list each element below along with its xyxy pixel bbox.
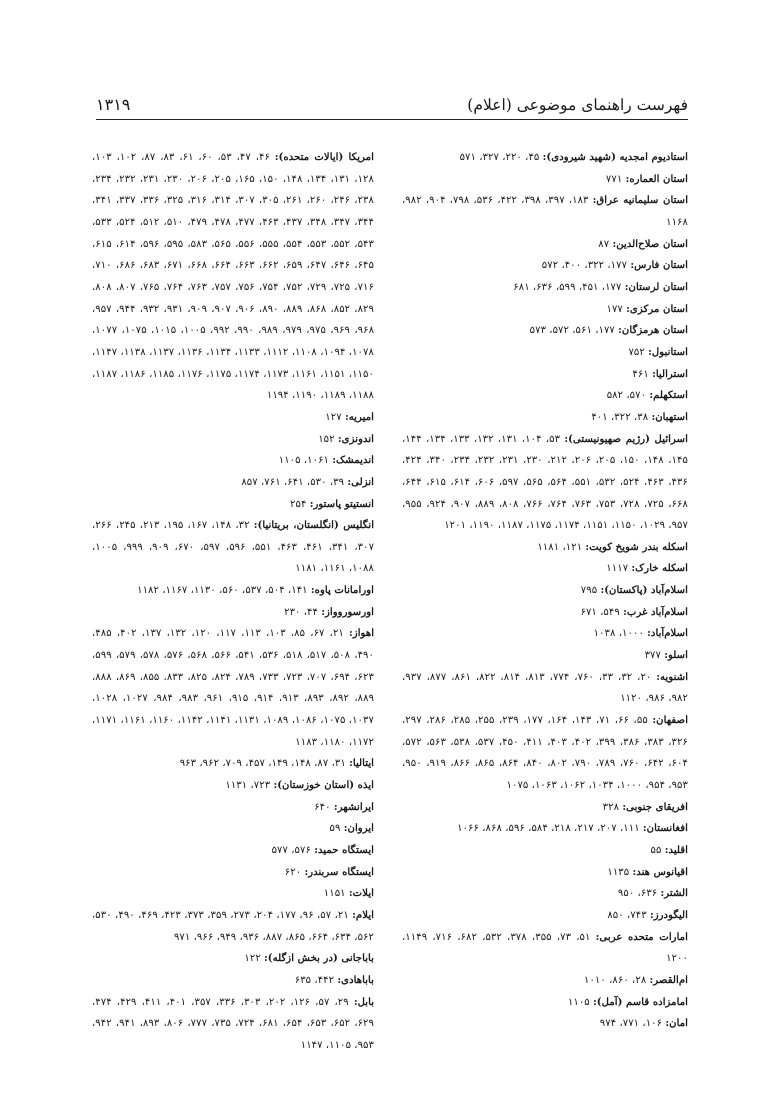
index-term: انستیتو پاستور: — [309, 497, 374, 510]
index-term: اسلو: — [664, 649, 688, 662]
index-term: ایرانشهر: — [333, 800, 374, 813]
index-page-refs: ۵۹ — [329, 823, 344, 835]
index-entry — [92, 905, 374, 948]
index-term: اسرائیل (رژیم صهیونیستی): — [564, 432, 688, 445]
index-term: امریکا (ایالات متحده): — [274, 151, 374, 163]
index-page-refs: ۱۷۷، ۳۲۲، ۴۰۰، ۵۷۲ — [541, 260, 631, 272]
index-term: استان صلاح‌الدین: — [612, 237, 688, 250]
index-term: اسکله خارک: — [631, 562, 688, 575]
index-page-refs: ۲۰، ۳۲، ۳۳، ۷۶۰، ۷۷۴، ۸۱۳، ۸۱۴، ۸۲۲، ۸۶۱، ۸۷۷، ۹۳۷، ۹۸۲، ۹۸۶، ۱۱۲۰ — [402, 671, 688, 705]
index-page-refs: ۷۲۳، ۱۱۳۱ — [225, 780, 274, 792]
running-title: فهرست راهنمای موضوعی (اعلام) — [467, 96, 688, 114]
index-entry — [402, 364, 688, 386]
index-term: بابل: — [353, 995, 375, 1008]
index-term: انگلیس (انگلستان، بریتانیا): — [253, 519, 375, 532]
index-page-refs: ۷۵۲ — [628, 346, 649, 358]
index-page-refs: ۳۹، ۵۳۰، ۶۴۱، ۷۶۱، ۸۵۷ — [241, 476, 348, 488]
index-page-refs: ۲۸، ۸۶۰، ۱۰۱۰ — [583, 974, 650, 986]
index-entry — [402, 992, 688, 1014]
index-entry — [402, 277, 688, 299]
index-term: ایروان: — [343, 822, 374, 835]
index-page-refs: ۱۱۵۱ — [323, 888, 349, 900]
index-entry — [402, 602, 688, 624]
index-page-refs: ۲۹، ۵۷، ۱۲۶، ۲۰۲، ۳۰۳، ۳۳۶، ۳۵۷، ۴۰۱، ۴۱۱، ۴۲۹، ۴۷۴، ۶۲۹، ۶۵۲، ۶۵۳، ۶۵۴، ۶۸۱، ۷۲۴، ۷۳۵، ۷۷۷، ۸۰۶، ۸۹۳، ۹۴۱، ۹۴۲، ۹۵۳، ۱۱۰۵، ۱۱۴۷ — [92, 996, 374, 1051]
index-term: استرالیا: — [652, 367, 688, 380]
index-entry — [92, 883, 374, 905]
page-header — [96, 86, 688, 114]
index-entry — [402, 147, 688, 169]
index-term: اورسوروواز: — [321, 605, 374, 618]
index-entry — [402, 580, 688, 602]
index-entry — [402, 234, 688, 256]
index-page-refs: ۳۲۸ — [602, 801, 623, 813]
index-page-refs: ۱۲۱، ۱۱۸۱ — [537, 541, 586, 553]
index-term: انزلی: — [347, 475, 374, 488]
index-term: ایذه (استان خوزستان): — [273, 779, 374, 792]
index-page-refs: ۱۷۷ — [606, 303, 627, 315]
index-page-refs: ۱۸۳، ۳۹۷، ۳۹۸، ۴۲۲، ۵۳۶، ۷۹۸، ۹۰۴، ۹۸۲، ۱۱۶۸ — [402, 195, 688, 228]
index-page-refs: ۱۵۲ — [318, 433, 338, 445]
index-entry — [92, 450, 374, 472]
index-term: باباهادی: — [337, 973, 374, 986]
index-page-refs: ۶۲۰ — [284, 866, 305, 878]
index-term: اهواز: — [349, 627, 375, 640]
index-page-refs: ۸۷ — [598, 238, 613, 250]
index-page-refs: ۲۱، ۵۷، ۹۶، ۱۷۷، ۲۰۴، ۲۷۳، ۳۵۹، ۳۷۳، ۴۲۳، ۴۶۹، ۴۹۰، ۵۳۰، ۵۶۲، ۶۳۴، ۶۶۴، ۸۶۵، ۸۸۷، ۹۳۶، ۹۴۹، ۹۶۶، ۹۷۱ — [92, 909, 374, 943]
index-entry — [402, 645, 688, 667]
index-entry — [92, 472, 374, 494]
index-page-refs: ۱۷۷، ۴۵۱، ۵۹۹، ۶۳۶، ۶۸۱ — [513, 281, 625, 293]
index-page-refs: ۱۱۱۷ — [606, 563, 632, 575]
index-entry — [92, 862, 374, 884]
index-term: اقیانوس هند: — [632, 865, 688, 878]
index-entry — [402, 385, 688, 407]
index-term: اسلام‌آباد (پاکستان): — [600, 584, 688, 597]
index-page-refs: ۲۵۴ — [290, 498, 310, 510]
index-page-refs: ۳۲، ۱۴۸، ۱۶۷، ۱۹۵، ۲۱۳، ۲۴۵، ۲۶۶، ۳۰۷، ۳۴۱، ۴۶۱، ۴۶۳، ۵۵۱، ۵۹۶، ۵۹۷، ۶۷۰، ۹۰۹، ۹۹۹، ۱۰۰۵، ۱۰۸۸، ۱۱۶۱، ۱۱۸۱ — [92, 520, 375, 575]
index-term: اسکله بندر شویخ کویت: — [585, 540, 688, 553]
index-entry — [402, 667, 688, 710]
index-page-refs: ۵۵، ۶۶، ۷۱، ۱۴۳، ۱۶۴، ۱۷۷، ۲۳۹، ۲۵۵، ۲۸۵، ۲۸۶، ۲۹۷، ۳۲۶، ۳۸۳، ۳۸۶، ۳۹۹، ۴۰۲، ۴۰۳، ۴۱۱، ۴۵۰، ۵۳۷، ۵۳۸، ۵۶۳، ۵۷۲، ۶۰۴، ۶۴۲، ۷۶۰، ۷۸۹، ۷۹۰، ۸۰۲، ۸۴۰، ۸۶۴، ۸۶۵، ۸۶۶، ۹۱۹، ۹۵۰، ۹۵۳، ۹۵۴، ۱۰۰۰، ۱۰۳۴، ۱۰۶۲، ۱۰۶۳، ۱۰۷۵ — [402, 715, 688, 792]
index-entry — [402, 623, 688, 645]
index-term: استان العماره: — [625, 172, 688, 185]
index-entry — [92, 948, 374, 970]
index-page-refs: ۴۵، ۲۲۰، ۳۲۷، ۵۷۱ — [459, 152, 543, 163]
index-page-refs: ۶۳۶، ۹۵۰ — [617, 888, 661, 900]
index-page-refs: ۷۷۱ — [605, 173, 626, 185]
header-rule — [96, 119, 688, 120]
index-entry — [402, 710, 688, 797]
index-term: افغانستان: — [642, 822, 688, 835]
index-entry — [402, 255, 688, 277]
index-page-refs: ۵۱، ۷۳، ۳۵۵، ۳۷۸، ۵۳۲، ۶۸۲، ۷۱۶، ۱۱۴۹، ۱۲۰۰ — [402, 931, 688, 965]
index-entry — [92, 407, 374, 429]
index-term: ام‌القصر: — [649, 973, 688, 986]
index-term: ایلات: — [348, 887, 374, 900]
index-page-refs: ۱۲۲ — [244, 953, 265, 965]
index-term: باباجانی (در بخش ازگله): — [264, 952, 374, 965]
index-page-refs: ۴۴۲، ۶۳۵ — [294, 974, 338, 986]
index-term: امیریه: — [344, 410, 374, 423]
index-entry — [402, 840, 688, 862]
index-entry — [402, 342, 688, 364]
index-term: الیگودرز: — [649, 908, 688, 921]
index-term: افریقای جنوبی: — [622, 800, 688, 813]
index-entry — [402, 927, 688, 970]
index-entry — [92, 429, 374, 451]
index-page-refs: ۱۰۶۱، ۱۱۰۵ — [278, 455, 333, 467]
index-entry — [92, 147, 374, 407]
index-entry — [402, 320, 688, 342]
index-page-refs: ۶۴۰ — [314, 801, 334, 813]
index-entry — [92, 580, 374, 602]
index-entry — [402, 299, 688, 321]
index-term: استانبول: — [648, 345, 688, 358]
index-page-refs: ۱۱۰۵ — [567, 996, 594, 1008]
index-term: اندونزی: — [337, 432, 374, 445]
index-entry — [402, 190, 688, 233]
index-page-refs: ۵۷۰، ۵۸۲ — [606, 390, 650, 402]
index-term: استادیوم امجدیه (شهید شیرودی): — [542, 151, 688, 163]
index-term: ایستگاه حمید: — [314, 844, 374, 856]
index-page-refs: ۱۱۳۵ — [607, 866, 633, 878]
index-term: اصفهان: — [652, 714, 689, 727]
index-term: ایلام: — [352, 908, 374, 921]
index-entry — [402, 169, 688, 191]
index-entry — [402, 883, 688, 905]
index-term: امان: — [665, 1017, 688, 1030]
index-term: استکهلم: — [649, 389, 688, 402]
index-entry — [92, 602, 374, 624]
index-entry — [402, 797, 688, 819]
index-page-refs: ۱۴۱، ۵۰۴، ۵۳۷، ۵۶۰، ۱۱۳۰، ۱۱۶۷، ۱۱۸۲ — [137, 585, 311, 597]
index-term: الشتر: — [660, 887, 688, 900]
index-entry — [402, 818, 688, 840]
index-term: اندیمشک: — [332, 454, 374, 467]
index-page-refs: ۳۷۷ — [644, 650, 665, 662]
index-entry — [92, 494, 374, 516]
index-entry — [92, 753, 374, 775]
index-term: ایستگاه سربندر: — [304, 865, 374, 878]
index-term: استان سلیمانیه عراق: — [592, 194, 689, 207]
index-term: استان فارس: — [630, 259, 688, 272]
index-page-refs: ۵۳، ۱۰۴، ۱۳۱، ۱۳۲، ۱۳۳، ۱۳۴، ۱۴۴، ۱۴۵، ۱۴۸، ۱۵۰، ۲۰۵، ۲۰۶، ۲۱۲، ۲۳۰، ۲۳۱، ۲۳۲، ۲۳۴، ۳۴۰، ۴۲۴، ۴۳۶، ۴۶۳، ۵۲۴، ۵۳۲، ۵۵۱، ۵۶۴، ۵۶۵، ۵۹۷، ۶۰۶، ۶۱۴، ۶۱۵، ۶۴۴، ۶۶۸، ۷۲۵، ۷۲۸، ۷۵۳، ۷۶۳، ۷۶۴، ۷۶۶، ۸۰۸، ۸۸۹، ۹۰۷، ۹۲۴، ۹۵۵، ۹۵۷، ۱۰۲۹، ۱۱۵۰، ۱۱۵۱، ۱۱۷۴، ۱۱۷۵، ۱۱۸۷، ۱۱۹۰، ۱۲۰۱ — [402, 433, 688, 532]
index-term: اورامانات پاوه: — [310, 584, 374, 597]
index-page-refs: ۷۴۳، ۸۵۰ — [607, 909, 650, 921]
index-entry — [402, 558, 688, 580]
index-page-refs: ۳۱، ۸۷، ۱۴۸، ۱۴۹، ۴۵۷، ۷۰۹، ۹۶۲، ۹۶۳ — [179, 758, 350, 770]
index-page-refs: ۱۱۱، ۲۰۷، ۲۱۷، ۲۱۸، ۵۸۴، ۵۹۶، ۸۶۸، ۱۰۶۶ — [457, 823, 643, 835]
index-entry — [402, 905, 688, 927]
page-number: ۱۳۱۹ — [96, 95, 131, 114]
index-page-refs: ۱۷۷، ۵۶۱، ۵۷۲، ۵۷۳ — [529, 325, 619, 337]
index-page-refs: ۴۶، ۴۷، ۵۳، ۶۰، ۶۱، ۸۳، ۸۷، ۱۰۲، ۱۰۳، ۱۲۸، ۱۳۱، ۱۳۴، ۱۴۸، ۱۵۰، ۱۶۵، ۲۰۵، ۲۰۶، ۲۳۰، ۲۳۱، ۲۳۲، ۲۳۴، ۲۳۸، ۲۴۶، ۲۶۰، ۲۶۱، ۳۰۵، ۳۰۷، ۳۱۴، ۳۱۶، ۳۲۵، ۳۳۶، ۳۳۷، ۳۴۱، ۳۴۴، ۳۴۷، ۳۴۸، ۴۳۷، ۴۶۳، ۴۷۷، ۴۷۸، ۴۷۹، ۵۱۰، ۵۱۲، ۵۲۴، ۵۳۳، ۵۴۳، ۵۵۲، ۵۵۳، ۵۵۴، ۵۵۵، ۵۵۶، ۵۶۵، ۵۸۳، ۵۹۵، ۵۹۶، ۶۱۴، ۶۱۵، ۶۴۵، ۶۴۶، ۶۴۷، ۶۵۹، ۶۶۲، ۶۶۳، ۶۶۴، ۶۶۸، ۶۷۱، ۶۸۳، ۶۸۶، ۷۱۰، ۷۱۶، ۷۲۵، ۷۲۹، ۷۵۲، ۷۵۴، ۷۵۶، ۷۵۷، ۷۶۳، ۷۶۴، ۷۶۵، ۸۰۷، ۸۰۸، ۸۲۹، ۸۵۲، ۸۶۸، ۸۸۹، ۸۹۰، ۹۰۶، ۹۰۷، ۹۰۹، ۹۳۱، ۹۳۲، ۹۴۴، ۹۵۷، ۹۶۸، ۹۶۹، ۹۷۵، ۹۷۹، ۹۸۹، ۹۹۰، ۹۹۲، ۱۰۰۵، ۱۰۱۵، ۱۰۷۵، ۱۰۷۷، ۱۰۷۸، ۱۰۹۴، ۱۱۰۸، ۱۱۱۲، ۱۱۳۳، ۱۱۳۴، ۱۱۳۶، ۱۱۳۷، ۱۱۳۸، ۱۱۴۷، ۱۱۵۰، ۱۱۵۱، ۱۱۶۱، ۱۱۷۳، ۱۱۷۴، ۱۱۷۵، ۱۱۷۶، ۱۱۸۵، ۱۱۸۶، ۱۱۸۷، ۱۱۸۸، ۱۱۸۹، ۱۱۹۰، ۱۱۹۴ — [92, 152, 375, 402]
index-entry — [402, 429, 688, 537]
index-column-left — [92, 147, 374, 1057]
index-entry — [92, 775, 374, 797]
index-term: اسلام‌آباد غرب: — [623, 605, 688, 618]
index-term: استان هرمزگان: — [618, 324, 688, 337]
index-term: استهبان: — [651, 410, 688, 423]
index-entry — [92, 970, 374, 992]
index-entry — [92, 623, 374, 753]
index-entry — [402, 537, 688, 559]
index-page-refs: ۱۰۶، ۷۷۱، ۹۷۴ — [599, 1018, 666, 1030]
index-page-refs: ۱۲۷ — [325, 411, 345, 423]
index-page-refs: ۵۷۶، ۵۷۷ — [271, 845, 315, 856]
index-term: اقلید: — [664, 844, 688, 856]
index-term: امارات متحده عربی: — [595, 930, 688, 943]
index-term: اسلام‌آباد: — [647, 627, 688, 640]
index-page-refs: ۱۰۰۰، ۱۰۳۸ — [593, 628, 648, 640]
index-entry — [402, 407, 688, 429]
index-entry — [92, 840, 374, 862]
index-term: امامزاده قاسم (آمل): — [593, 995, 688, 1008]
index-term: ایتالیا: — [349, 757, 374, 770]
index-page-refs: ۲۱، ۶۷، ۸۵، ۱۰۳، ۱۱۳، ۱۱۷، ۱۲۰، ۱۳۲، ۱۳۷، ۴۰۲، ۴۸۵، ۴۹۰، ۵۰۸، ۵۱۷، ۵۱۸، ۵۳۶، ۵۴۱، ۵۶۶، ۵۶۸، ۵۷۶، ۵۷۸، ۵۷۹، ۵۹۹، ۶۲۳، ۶۹۴، ۷۰۷، ۷۲۳، ۷۳۳، ۷۸۹، ۸۲۴، ۸۲۵، ۸۳۳، ۸۵۵، ۸۶۹، ۸۸۸، ۸۸۹، ۸۹۲، ۸۹۳، ۹۱۳، ۹۱۴، ۹۱۵، ۹۶۱، ۹۸۳، ۹۸۴، ۱۰۲۷، ۱۰۲۸، ۱۰۳۷، ۱۰۷۵، ۱۰۸۶، ۱۰۸۹، ۱۱۳۱، ۱۱۴۱، ۱۱۴۲، ۱۱۶۰، ۱۱۶۱، ۱۱۷۱، ۱۱۷۲، ۱۱۸۰، ۱۱۸۳ — [92, 628, 375, 748]
index-page-refs: ۴۶۱ — [632, 368, 653, 380]
index-term: اشنویه: — [656, 670, 689, 683]
index-entry — [92, 515, 374, 580]
index-page-refs: ۳۸، ۳۲۲، ۴۰۱ — [591, 411, 652, 423]
index-term: استان مرکزی: — [626, 302, 688, 315]
index-column-right — [402, 147, 688, 1035]
index-entry — [402, 970, 688, 992]
index-entry — [402, 1013, 688, 1035]
index-entry — [92, 992, 374, 1057]
index-entry — [92, 797, 374, 819]
index-entry — [402, 862, 688, 884]
index-page-refs: ۵۴۹، ۶۷۱ — [580, 606, 624, 618]
index-term: استان لرستان: — [624, 280, 688, 293]
index-page-refs: ۴۴، ۲۳۰ — [284, 606, 322, 618]
index-page-refs: ۷۹۵ — [580, 585, 601, 597]
index-entry — [92, 818, 374, 840]
index-page-refs: ۵۵ — [650, 845, 665, 856]
